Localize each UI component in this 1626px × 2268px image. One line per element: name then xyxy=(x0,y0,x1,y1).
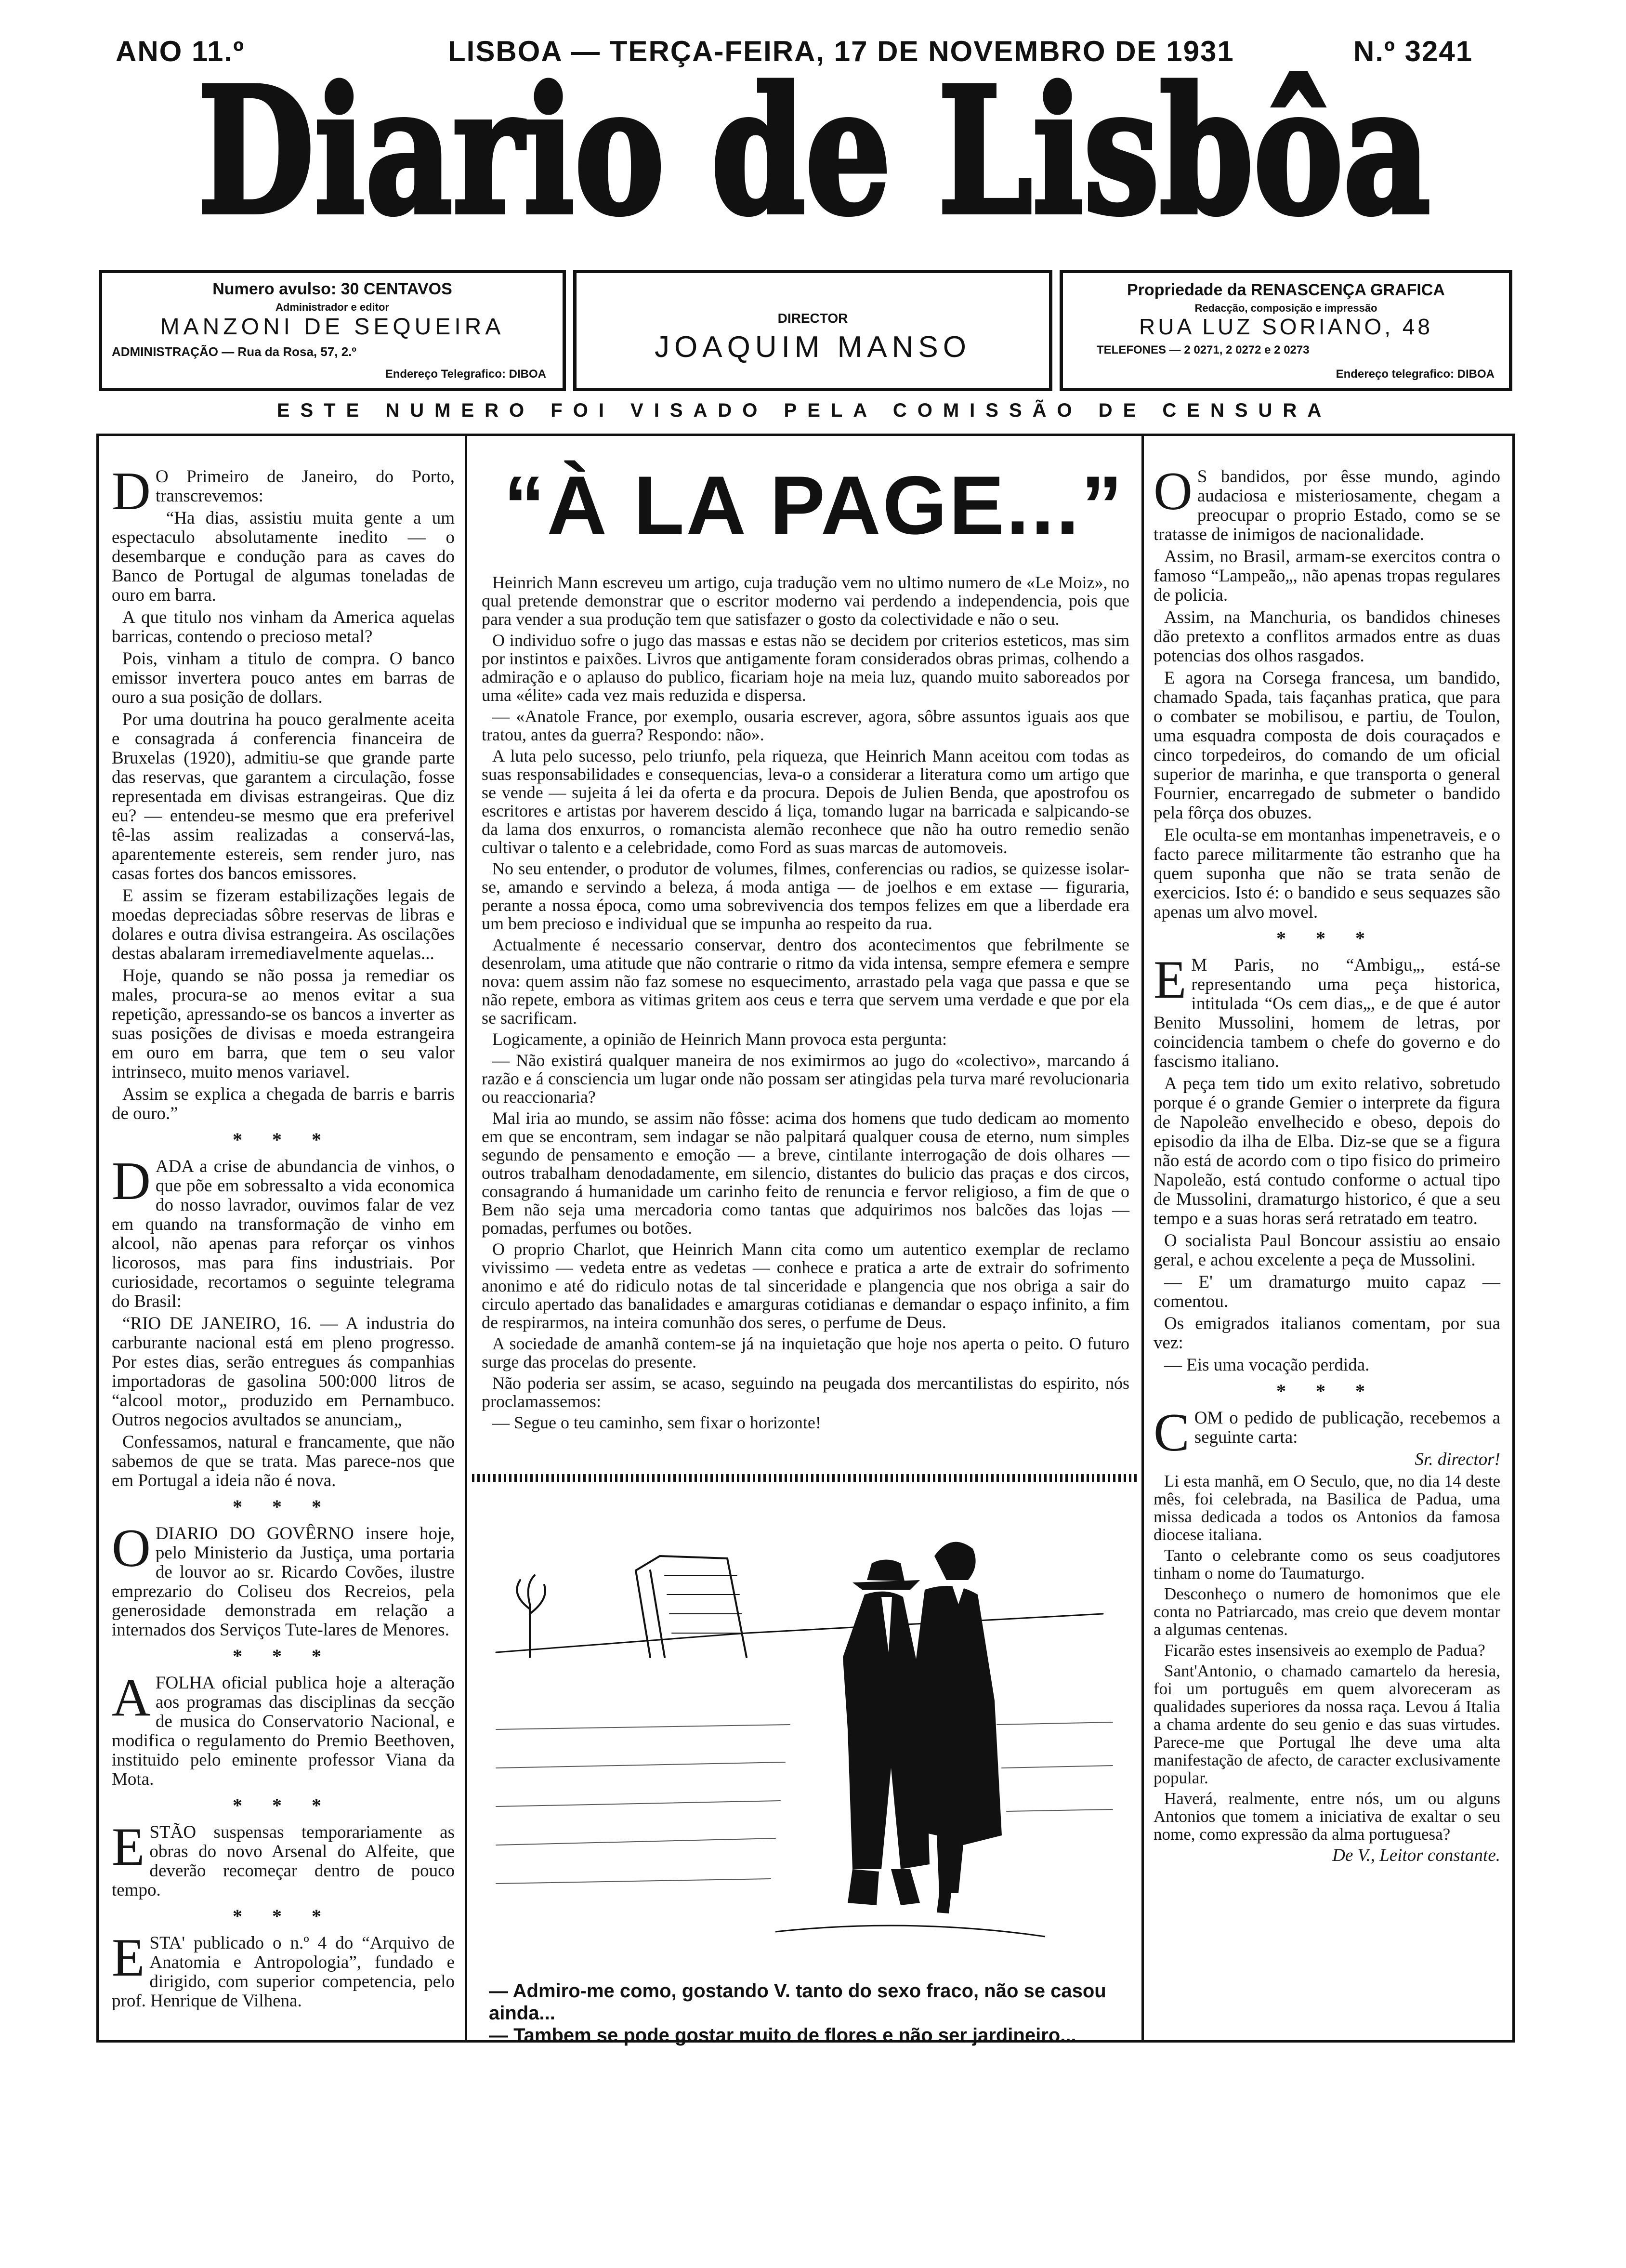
paragraph: “Ha dias, assistiu muita gente a um espectaculo absolutamente inedito — o desembarque e condução para as caves do Banco de Portugal de algumas toneladas de ouro em barra. xyxy=(112,508,455,605)
paragraph: Heinrich Mann escreveu um artigo, cuja tradução vem no ultimo numero de «Le Moiz», no qual pretende demonstrar que o escritor moderno vai perdendo a independencia, pois que para vender a sua produção tem que satisfazer o gosto da colectividade e não o seu. xyxy=(482,573,1129,629)
drop-cap: O xyxy=(1154,462,1193,521)
caption-line: — Tambem se pode gostar muito de flores e não ser jardineiro... xyxy=(489,2025,1076,2046)
paragraph: ADA a crise de abundancia de vinhos, o que põe em sobressalto a vida economica do nosso lavrador, ouvimos falar de vez em quando na transformação de vinho em alcool, não apenas para reforçar os vinhos licorosos, mas para fins industriais. Por curiosidade, recortamos o seguinte telegrama do Brasil: xyxy=(112,1157,455,1311)
newspaper-title: Diario de Lisbôa xyxy=(197,67,1430,246)
drop-cap: C xyxy=(1154,1403,1190,1463)
price-label: Numero avulso: 30 CENTAVOS xyxy=(212,280,452,298)
paragraph: A luta pelo sucesso, pelo triunfo, pela riqueza, que Heinrich Mann aceitou com todas as suas responsabilidades e consequencias, leva-o a considerar a literatura como um artigo que se vende — sujeita á lei da oferta e da procura. Depois de Julien Benda, que apostrofou os escritores e artistas por haverem descido á liça, tomando lugar na barricada e salpicando-se da lama dos enxurros, o romancista alemão reconhece que não ha outro remedio senão cultivar o talento e a celebridade, como Ford as suas marcas de automoveis. xyxy=(482,746,1129,857)
drop-cap: D xyxy=(112,462,151,521)
paragraph: — «Anatole France, por exemplo, ousaria escrever, agora, sôbre assuntos iguais aos que tratou, antes da guerra? Respondo: não». xyxy=(482,707,1129,744)
paragraph: Assim, na Manchuria, os bandidos chineses dão pretexto a conflitos armados entre as duas potencias dos olhos rasgados. xyxy=(1154,607,1500,666)
dateline: LISBOA — TERÇA-FEIRA, 17 DE NOVEMBRO DE 1931 xyxy=(448,35,1234,67)
section-divider: * * * xyxy=(1276,1380,1377,1402)
director-name: JOAQUIM MANSO xyxy=(654,330,971,364)
paragraph: O socialista Paul Boncour assistiu ao ensaio geral, e achou excelente a peça de Mussolini. xyxy=(1154,1231,1500,1270)
column-divider-left xyxy=(465,434,467,2043)
paragraph: Por uma doutrina ha pouco geralmente aceita e consagrada á conferencia financeira de Bruxelas (1920), admitiu-se que grande parte das reservas, que garantem a circulação, fosse representada em divisas estrangeiras. Que diz eu? — entendeu-se mesmo que era preferivel tê-las assim realizadas a conservá-las, aparentemente estereis, sem render juro, nas casas fortes dos bancos emissores. xyxy=(112,710,455,883)
paragraph: Pois, vinham a titulo de compra. O banco emissor invertera pouco antes em barras de ouro a sua posição de dollars. xyxy=(112,649,455,707)
right-column xyxy=(1154,462,1500,1868)
paragraph: Assim, no Brasil, armam-se exercitos contra o famoso “Lampeão„, não apenas tropas regulares de policia. xyxy=(1154,547,1500,605)
drop-cap: E xyxy=(112,1817,145,1877)
paragraph: Ficarão estes insensiveis ao exemplo de Padua? xyxy=(1164,1641,1485,1660)
paragraph: Haverá, realmente, entre nós, um ou alguns Antonios que tomem a iniciativa de exaltar o seu nome, como expressão da alma portuguesa? xyxy=(1154,1789,1500,1844)
drop-cap: O xyxy=(112,1518,151,1578)
editor-name: MANZONI DE SEQUEIRA xyxy=(160,314,505,340)
paragraph: O Primeiro de Janeiro, do Porto, transcrevemos: xyxy=(155,467,455,506)
phone-numbers: TELEFONES — 2 0271, 2 0272 e 2 0273 xyxy=(1097,343,1310,356)
paragraph: A sociedade de amanhã contem-se já na inquietação que hoje nos aperta o peito. O futuro surge das procelas do presente. xyxy=(482,1334,1129,1371)
paragraph: “RIO DE JANEIRO, 16. — A industria do carburante nacional está em pleno progresso. Por estes dias, serão entregues ás companhias importadoras de gasolina 500:000 litros de “alcool motor„ produzido em Pernambuco. Outros negocios avultados se anunciam„ xyxy=(112,1314,455,1430)
section-divider: * * * xyxy=(1276,927,1377,949)
letter-signature: De V., Leitor constante. xyxy=(1332,1846,1500,1865)
paragraph: S bandidos, por êsse mundo, agindo audaciosa e misteriosamente, chegam a preocupar o proprio Estado, como se se tratasse de inimigos de nacionalidade. xyxy=(1154,467,1500,544)
paragraph: Sant'Antonio, o chamado camartelo da heresia, foi um português em quem alvoreceram as qualidades superiores da nossa raça. Levou á Italia a chama ardente do seu genio e das suas virtudes. Parece-me que Portugal lhe deve uma alta manifestação de afecto, de caracter exclusivamente popular. xyxy=(1154,1661,1500,1787)
caption-line: — Admiro-me como, gostando V. tanto do sexo fraco, não se casou ainda... xyxy=(489,1980,1106,2024)
column-divider-right xyxy=(1141,434,1144,2043)
office-address: RUA LUZ SORIANO, 48 xyxy=(1139,314,1433,339)
drop-cap: E xyxy=(112,1928,145,1988)
center-article xyxy=(482,573,1129,1435)
paragraph: Logicamente, a opinião de Heinrich Mann provoca esta pergunta: xyxy=(492,1029,947,1049)
section-divider: * * * xyxy=(233,1496,334,1517)
administration-address: ADMINISTRAÇÃO — Rua da Rosa, 57, 2.º xyxy=(112,344,356,359)
paragraph: E agora na Corsega francesa, um bandido, chamado Spada, tais façanhas pratica, que para o combater se mobilisou, e partiu, de Toulon, uma esquadra composta de dois couraçados e cinco torpedeiros, do comando de um oficial superior de marinha, e que transporta o general Fournier, encarregado de submeter o bandido pela fôrça dos obuzes. xyxy=(1154,668,1500,823)
paragraph: Hoje, quando se não possa ja remediar os males, procura-se ao menos evitar a sua repetição, apressando-se os bancos a inverter as suas posições de divisas e moeda estrangeira em ouro em barra, que tem o seu valor intrinseco, muito menos variavel. xyxy=(112,966,455,1082)
cartoon-caption xyxy=(489,1980,1132,2046)
paragraph: Confessamos, natural e francamente, que não sabemos de que se trata. Mas parece-nos que em Portugal a ideia não é nova. xyxy=(112,1432,455,1490)
paragraph: A que titulo nos vinham da America aquelas barricas, contendo o precioso metal? xyxy=(112,607,455,646)
masthead-right-box xyxy=(1060,270,1512,391)
paragraph: E assim se fizeram estabilizações legais de moedas depreciadas sôbre reservas de libras e dolares e outra divisa estrangeira. As oscilações destas abalaram irremediavelmente aquelas... xyxy=(112,886,455,963)
section-divider: * * * xyxy=(233,1645,334,1667)
year-label: ANO 11.º xyxy=(116,35,245,67)
telegraph-address-right: Endereço telegrafico: DIBOA xyxy=(1336,368,1495,381)
drop-cap: E xyxy=(1154,950,1187,1010)
editor-role: Administrador e editor xyxy=(275,301,389,313)
paragraph: OM o pedido de publicação, recebemos a seguinte carta: xyxy=(1194,1408,1500,1447)
paragraph: — Segue o teu caminho, sem fixar o horizonte! xyxy=(492,1413,821,1432)
director-label: DIRECTOR xyxy=(777,311,848,326)
paragraph: Os emigrados italianos comentam, por sua vez: xyxy=(1154,1314,1500,1353)
section-divider: * * * xyxy=(233,1905,334,1927)
masthead-left-box xyxy=(99,270,566,391)
telegraph-address: Endereço Telegrafico: DIBOA xyxy=(385,368,546,381)
paragraph: Assim se explica a chegada de barris e barris de ouro.” xyxy=(112,1084,455,1123)
ornamental-rule xyxy=(472,1474,1139,1482)
paragraph: — Eis uma vocação perdida. xyxy=(1164,1355,1370,1375)
paragraph: Li esta manhã, em O Seculo, que, no dia 14 deste mês, foi celebrada, na Basilica de Padua, uma missa dedicada a todos os Antonios da famosa diocese italiana. xyxy=(1154,1472,1500,1544)
paragraph: A peça tem tido um exito relativo, sobretudo porque é o grande Gemier o interprete da figura de Napoleão envelhecido e obeso, depois do episodio da ilha de Elba. Diz-se que se a figura não está de acordo com o tipo fisico do primeiro Napoleão, está contudo conforme o actual tipo de Mussolini, dramaturgo historico, é que a seu tempo e a suas horas será retratado em teatro. xyxy=(1154,1074,1500,1228)
paragraph: STÃO suspensas temporariamente as obras do novo Arsenal do Alfeite, que deverão recomeçar dentro de pouco tempo. xyxy=(112,1822,455,1900)
paragraph: Não poderia ser assim, se acaso, seguindo na peugada dos mercantilistas do espirito, nós proclamassemos: xyxy=(482,1373,1129,1411)
issue-number: N.º 3241 xyxy=(1353,35,1473,67)
newspaper-title-logo xyxy=(183,67,1445,246)
paragraph: STA' publicado o n.º 4 do “Arquivo de Anatomia e Antropologia”, fundado e dirigido, com superior competencia, pelo prof. Henrique de Vilhena. xyxy=(112,1933,455,2011)
paragraph: Mal iria ao mundo, se assim não fôsse: acima dos homens que tudo dedicam ao momento em que se encontram, sem indagar se não palpitará qualquer cousa de eterno, num simples segundo de pensamento e emoção — a breve, cintilante interrogação de dois olhares — outros trabalham denodadamente, em silencio, distantes do bulicio das praças e dos circos, consagrando á humanidade um carinho feito de renuncia e fervor religioso, a fim de que o Bem não seja uma mercadoria como tantas que adquirimos nos balcões das lojas — pomadas, perfumes ou botões. xyxy=(482,1108,1129,1238)
section-divider: * * * xyxy=(233,1794,334,1816)
paragraph: O individuo sofre o jugo das massas e estas não se decidem por criterios esteticos, mas sim por instintos e paixões. Livros que antigamente foram considerados obras primas, colhendo a admiração e o aplauso do publico, ficariam hoje na meia luz, quando muito saboreados por uma «élite» cada vez mais reduzida e dispersa. xyxy=(482,631,1129,705)
left-column xyxy=(112,462,455,2014)
paragraph: Ele oculta-se em montanhas impenetraveis, e o facto parece militarmente tão estranho que ha quem suponha que não se trata senão de exercicios. Isto é: o bandido e seus sequazes são apenas um alvo movel. xyxy=(1154,825,1500,922)
paragraph: — Não existirá qualquer maneira de nos eximirmos ao jugo do «colectivo», marcando á razão e á consciencia um lugar onde não possam ser atingidas pela turva maré revolucionaria ou reaccionaria? xyxy=(482,1051,1129,1107)
paragraph: Actualmente é necessario conservar, dentro dos acontecimentos que febrilmente se desenrolam, uma atitude que não contrarie o ritmo da vida intensa, sempre efemera e sempre nova: quem assim não faz somese no esquecimento, arrastado pela vaga que passa e que se não repete, embora as vitimas gritem aos ceus e terra que servem uma verdade e que por ela se sacrificam. xyxy=(482,935,1129,1028)
paragraph: Desconheço o numero de homonimos que ele conta no Patriarcado, mas creio que devem montar a algumas centenas. xyxy=(1154,1584,1500,1639)
section-divider: * * * xyxy=(233,1129,334,1150)
paragraph: No seu entender, o produtor de volumes, filmes, conferencias ou radios, se quizesse isolar-se, amando e servindo a beleza, á moda antiga — de joelhos e em extase — figuraria, perante a nossa época, como uma sobrevivencia dos tempos felizes em que a liberdade era um bem precioso e individual que se impunha ao respeito da rua. xyxy=(482,859,1129,933)
drop-cap: D xyxy=(112,1151,151,1211)
censorship-notice: ESTE NUMERO FOI VISADO PELA COMISSÃO DE CENSURA xyxy=(276,400,1332,421)
drop-cap: A xyxy=(112,1668,151,1727)
paragraph: DIARIO DO GOVÊRNO insere hoje, pelo Ministerio da Justiça, uma portaria de louvor ao sr. Ricardo Covões, ilustre emprezario do Coliseu dos Recreios, pela generosidade demonstrada em relação a internados dos Serviços Tute-lares de Menores. xyxy=(112,1524,455,1640)
paragraph: FOLHA oficial publica hoje a alteração aos programas das disciplinas da secção de musica do Conservatorio Nacional, e modifica o regulamento do Premio Beethoven, instituido pelo eminente professor Viana da Mota. xyxy=(112,1673,455,1789)
ownership-label: Propriedade da RENASCENÇA GRAFICA xyxy=(1127,281,1445,299)
masthead-center-box xyxy=(573,270,1052,391)
paragraph: — E' um dramaturgo muito capaz — comentou. xyxy=(1154,1272,1500,1311)
paragraph: Tanto o celebrante como os seus coadjutores tinham o nome do Taumaturgo. xyxy=(1154,1546,1500,1582)
composition-label: Redacção, composição e impressão xyxy=(1194,302,1377,314)
letter-salutation: Sr. director! xyxy=(1415,1450,1500,1469)
paragraph: M Paris, no “Ambigu„, está-se representando uma peça historica, intitulada “Os cem dias„, e de que é autor Benito Mussolini, homem de letras, por coincidencia tambem o chefe do governo e do fascismo italiano. xyxy=(1154,955,1500,1071)
cartoon-illustration xyxy=(477,1498,1132,1975)
paragraph: O proprio Charlot, que Heinrich Mann cita como um autentico exemplar de reclamo vivissimo — vedeta entre as vedetas — conhece e pratica a arte de extrair do sofrimento anonimo e até do ridiculo notas de tal sinceridade e plangencia que nos obriga a sair do circulo apertado das banalidades e amarguras cotidianas e demandar o espaço infinito, a fim de respirarmos, na inteira comunhão dos seres, o perfume de Deus. xyxy=(482,1239,1129,1332)
headline: “À LA PAGE...” xyxy=(503,459,1125,552)
